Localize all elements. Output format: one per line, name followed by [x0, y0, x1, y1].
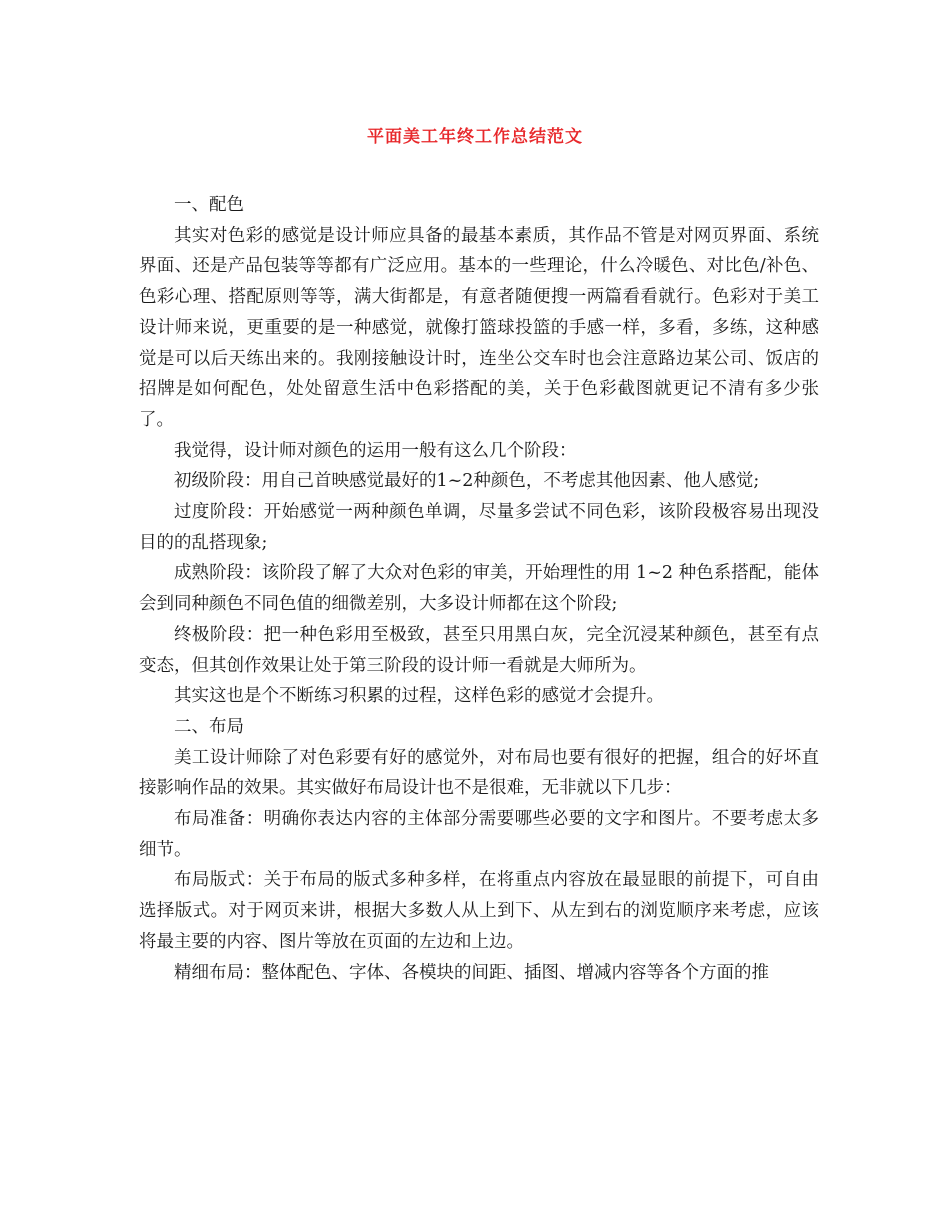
paragraph: 成熟阶段：该阶段了解了大众对色彩的审美，开始理性的用 1~2 种色系搭配，能体会到同种颜色不同色值的细微差别，大多设计师都在这个阶段;	[139, 563, 819, 615]
document-body	[139, 190, 819, 988]
section-heading-color: 一、配色	[174, 195, 244, 215]
paragraph: 终极阶段：把一种色彩用至极致，甚至只用黑白灰，完全沉浸某种颜色，甚至有点变态，但其创作效果让处于第三阶段的设计师一看就是大师所为。	[139, 624, 819, 676]
paragraph: 初级阶段：用自己首映感觉最好的1~2种颜色，不考虑其他因素、他人感觉;	[174, 471, 760, 492]
paragraph: 布局准备：明确你表达内容的主体部分需要哪些必要的文字和图片。不要考虑太多细节。	[139, 809, 819, 860]
paragraph: 美工设计师除了对色彩要有好的感觉外，对布局也要有很好的把握，组合的好坏直接影响作品的效果。其实做好布局设计也不是很难，无非就以下几步：	[139, 747, 819, 799]
paragraph: 其实这也是个不断练习积累的过程，这样色彩的感觉才会提升。	[174, 686, 664, 707]
section-heading-layout: 二、布局	[174, 716, 244, 737]
document-title: 平面美工年终工作总结范文	[367, 127, 583, 147]
paragraph: 布局版式：关于布局的版式多种多样，在将重点内容放在最显眼的前提下，可自由选择版式。对于网页来讲，根据大多数人从上到下、从左到右的浏览顺序来考虑，应该将最主要的内容、图片等放在页面的左边和上边。	[139, 870, 819, 952]
paragraph: 过度阶段：开始感觉一两种颜色单调，尽量多尝试不同色彩，该阶段极容易出现没目的的乱搭现象;	[139, 502, 819, 553]
paragraph: 其实对色彩的感觉是设计师应具备的最基本素质，其作品不管是对网页界面、系统界面、还是产品包装等等都有广泛应用。基本的一些理论，什么冷暖色、对比色/补色、色彩心理、搭配原则等等，满大街都是，有意者随便搜一两篇看看就行。色彩对于美工设计师来说，更重要的是一种感觉，就像打篮球投篮的手感一样，多看，多练，这种感觉是可以后天练出来的。我刚接触设计时，连坐公交车时也会注意路边某公司、饭店的招牌是如何配色，处处留意生活中色彩搭配的美，关于色彩截图就更记不清有多少张了。	[139, 225, 819, 430]
paragraph: 我觉得，设计师对颜色的运用一般有这么几个阶段：	[174, 440, 577, 461]
paragraph: 精细布局：整体配色、字体、各模块的间距、插图、增减内容等各个方面的推	[174, 962, 769, 983]
